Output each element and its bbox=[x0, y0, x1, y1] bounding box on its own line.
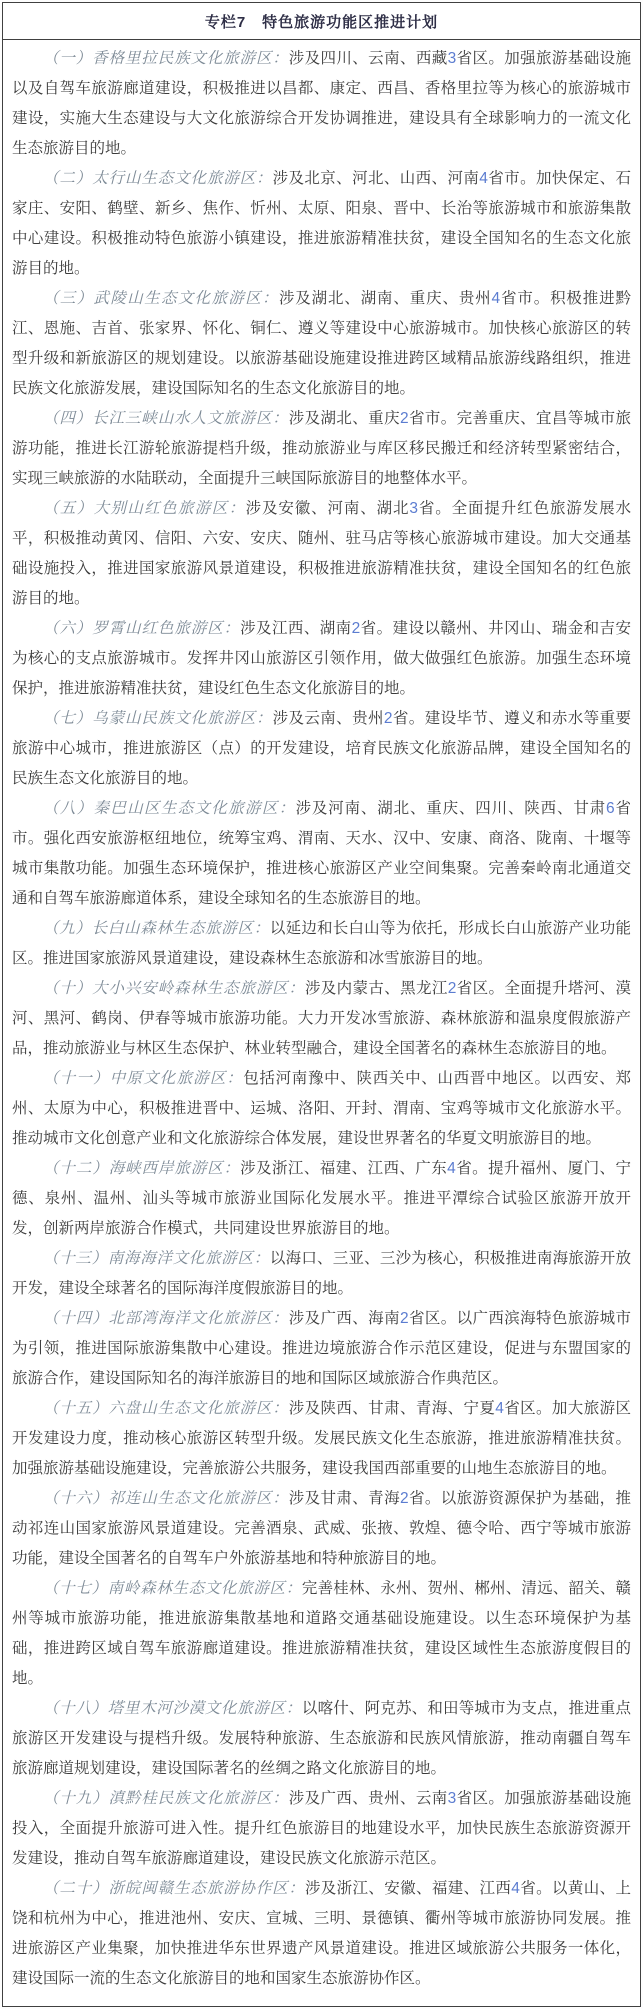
section-paragraph-3 bbox=[12, 284, 631, 404]
section-text-3: 涉及湖北、湖南、重庆、贵州4省市。积极推进黔江、恩施、吉首、张家界、怀化、铜仁、遵义等建设中心旅游城市。加快核心旅游区的转型升级和新旅游区的规划建设。以旅游基础设施建设推进跨区域精品旅游线路组织，推进民族文化旅游发展，建设国际知名的生态文化旅游目的地。 bbox=[12, 290, 631, 397]
section-paragraph-19 bbox=[12, 1784, 631, 1874]
section-heading-9: （九）长白山森林生态旅游区： bbox=[43, 920, 270, 937]
section-heading-15: （十五）六盘山生态文化旅游区： bbox=[43, 1400, 289, 1417]
section-text-18: 以喀什、阿克苏、和田等城市为支点，推进重点旅游区开发建设与提档升级。发展特种旅游、生态旅游和民族风情旅游，推动南疆自驾车旅游廊道规划建设，建设国际著名的丝绸之路文化旅游目的地。 bbox=[12, 1700, 631, 1777]
numeral: 2 bbox=[351, 620, 361, 637]
section-paragraph-17 bbox=[12, 1574, 631, 1694]
numeral: 2 bbox=[399, 1310, 409, 1327]
numeral: 2 bbox=[383, 710, 393, 727]
section-text-7: 涉及云南、贵州2省。建设毕节、遵义和赤水等重要旅游中心城市，推进旅游区（点）的开发建设，培育民族文化旅游品牌，建设全国知名的民族生态文化旅游目的地。 bbox=[12, 710, 631, 787]
section-paragraph-10 bbox=[12, 974, 631, 1064]
section-paragraph-13 bbox=[12, 1244, 631, 1304]
numeral: 2 bbox=[399, 1490, 409, 1507]
numeral: 4 bbox=[511, 1880, 520, 1897]
section-text-15: 涉及陕西、甘肃、青海、宁夏4省区。加大旅游区开发建设力度，推动核心旅游区转型升级。发展民族文化生态旅游，推进旅游精准扶贫。加强旅游基础设施建设，完善旅游公共服务，建设我国西部重要的山地生态旅游目的地。 bbox=[12, 1400, 631, 1477]
section-paragraph-15 bbox=[12, 1394, 631, 1484]
section-heading-5: （五）大别山红色旅游区： bbox=[43, 500, 246, 517]
section-text-1: 涉及四川、云南、西藏3省区。加强旅游基础设施以及自驾车旅游廊道建设，积极推进以昌都、康定、西昌、香格里拉等为核心的旅游城市建设，实施大生态建设与大文化旅游综合开发协调推进，建设具有全球影响力的一流文化生态旅游目的地。 bbox=[12, 50, 631, 157]
section-heading-17: （十七）南岭森林生态文化旅游区： bbox=[43, 1580, 302, 1597]
numeral: 4 bbox=[495, 1400, 504, 1417]
section-text-11: 包括河南豫中、陕西关中、山西晋中地区。以西安、郑州、太原为中心，积极推进晋中、运城、洛阳、开封、渭南、宝鸡等城市文化旅游水平。推动城市文化创意产业和文化旅游综合体发展，建设世界著名的华夏文明旅游目的地。 bbox=[12, 1070, 631, 1147]
section-text-17: 完善桂林、永州、贺州、郴州、清远、韶关、赣州等城市旅游功能，推进旅游集散基地和道路交通基础设施建设。以生态环境保护为基础，推进跨区域自驾车旅游廊道建设。推进旅游精准扶贫，建设区域性生态旅游度假目的地。 bbox=[12, 1580, 631, 1687]
section-paragraph-2 bbox=[12, 164, 631, 284]
document-panel bbox=[2, 2, 641, 2007]
section-text-10: 涉及内蒙古、黑龙江2省区。全面提升塔河、漠河、黑河、鹤岗、伊春等城市旅游功能。大力开发冰雪旅游、森林旅游和温泉度假旅游产品，推动旅游业与林区生态保护、林业转型融合，建设全国著名的森林生态旅游目的地。 bbox=[12, 980, 631, 1057]
section-heading-8: （八）秦巴山区生态文化旅游区： bbox=[43, 800, 296, 817]
section-paragraph-8 bbox=[12, 794, 631, 914]
section-paragraph-18 bbox=[12, 1694, 631, 1784]
section-heading-18: （十八）塔里木河沙漠文化旅游区： bbox=[43, 1700, 302, 1717]
section-text-16: 涉及甘肃、青海2省。以旅游资源保护为基础，推动祁连山国家旅游风景道建设。完善酒泉、武威、张掖、敦煌、德令哈、西宁等城市旅游功能，建设全国著名的自驾车户外旅游基地和特种旅游目的地。 bbox=[12, 1490, 631, 1567]
section-paragraph-20 bbox=[12, 1874, 631, 1994]
section-text-5: 涉及安徽、河南、湖北3省。全面提升红色旅游发展水平，积极推动黄冈、信阳、六安、安庆、随州、驻马店等核心旅游城市建设。加大交通基础设施投入，推进国家旅游风景道建设，积极推进旅游精准扶贫，建设全国知名的红色旅游目的地。 bbox=[12, 500, 631, 607]
section-text-13: 以海口、三亚、三沙为核心，积极推进南海旅游开放开发，建设全球著名的国际海洋度假旅游目的地。 bbox=[12, 1250, 631, 1297]
section-heading-11: （十一）中原文化旅游区： bbox=[43, 1070, 244, 1087]
section-text-8: 涉及河南、湖北、重庆、四川、陕西、甘肃6省市。强化西安旅游枢纽地位，统筹宝鸡、渭南、天水、汉中、安康、商洛、陇南、十堰等城市集散功能。加强生态环境保护，推进核心旅游区产业空间集聚。完善秦岭南北通道交通和自驾车旅游廊道体系，建设全球知名的生态旅游目的地。 bbox=[12, 800, 631, 907]
numeral: 3 bbox=[409, 500, 419, 517]
section-paragraph-4 bbox=[12, 404, 631, 494]
section-paragraph-1 bbox=[12, 44, 631, 164]
numeral: 4 bbox=[491, 290, 501, 307]
section-text-6: 涉及江西、湖南2省。建设以赣州、井冈山、瑞金和吉安为核心的支点旅游城市。发挥井冈山旅游区引领作用，做大做强红色旅游。加强生态环境保护，推进旅游精准扶贫，建设红色生态文化旅游目的地。 bbox=[12, 620, 631, 697]
numeral: 3 bbox=[447, 1790, 457, 1807]
section-text-9: 以延边和长白山等为依托，形成长白山旅游产业功能区。推进国家旅游风景道建设，建设森林生态旅游和冰雪旅游目的地。 bbox=[12, 920, 631, 967]
section-heading-7: （七）乌蒙山民族文化旅游区： bbox=[43, 710, 273, 727]
numeral: 2 bbox=[399, 410, 409, 427]
numeral: 4 bbox=[479, 170, 488, 187]
section-paragraph-14 bbox=[12, 1304, 631, 1394]
section-text-14: 涉及广西、海南2省区。以广西滨海特色旅游城市为引领，推进国际旅游集散中心建设。推进边境旅游合作示范区建设，促进与东盟国家的旅游合作，建设国际知名的海洋旅游目的地和国际区域旅游合作典范区。 bbox=[12, 1310, 631, 1387]
section-heading-12: （十二）海峡西岸旅游区： bbox=[43, 1160, 241, 1177]
numeral: 2 bbox=[447, 980, 457, 997]
section-paragraph-16 bbox=[12, 1484, 631, 1574]
page-title: 专栏7 特色旅游功能区推进计划 bbox=[3, 3, 640, 40]
section-text-12: 涉及浙江、福建、江西、广东4省。提升福州、厦门、宁德、泉州、温州、汕头等城市旅游业国际化发展水平。推进平潭综合试验区旅游开放开发，创新两岸旅游合作模式，共同建设世界旅游目的地。 bbox=[12, 1160, 631, 1237]
section-paragraph-5 bbox=[12, 494, 631, 614]
section-paragraph-7 bbox=[12, 704, 631, 794]
section-heading-20: （二十）浙皖闽赣生态旅游协作区： bbox=[43, 1880, 305, 1897]
section-heading-16: （十六）祁连山生态文化旅游区： bbox=[43, 1490, 289, 1507]
section-heading-19: （十九）滇黔桂民族文化旅游区： bbox=[43, 1790, 289, 1807]
sections-container bbox=[3, 40, 640, 2006]
section-text-19: 涉及广西、贵州、云南3省区。加强旅游基础设施投入，全面提升旅游可进入性。提升红色旅游目的地建设水平，加快民族生态旅游资源开发建设，推动自驾车旅游廊道建设，建设民族文化旅游示范区。 bbox=[12, 1790, 631, 1867]
section-paragraph-12 bbox=[12, 1154, 631, 1244]
section-paragraph-11 bbox=[12, 1064, 631, 1154]
numeral: 6 bbox=[606, 800, 615, 817]
section-heading-2: （二）太行山生态文化旅游区： bbox=[43, 170, 273, 187]
numeral: 3 bbox=[447, 50, 457, 67]
section-text-4: 涉及湖北、重庆2省市。完善重庆、宜昌等城市旅游功能，推进长江游轮旅游提档升级，推动旅游业与库区移民搬迁和经济转型紧密结合，实现三峡旅游的水陆联动，全面提升三峡国际旅游目的地整体水平。 bbox=[12, 410, 631, 487]
section-heading-6: （六）罗霄山红色旅游区： bbox=[43, 620, 241, 637]
section-heading-1: （一）香格里拉民族文化旅游区： bbox=[43, 50, 289, 67]
section-text-20: 涉及浙江、安徽、福建、江西4省。以黄山、上饶和杭州为中心，推进池州、安庆、宣城、三明、景德镇、衢州等城市旅游协同发展。推进旅游区产业集聚，加快推进华东世界遗产风景道建设。推进区域旅游公共服务一体化，建设国际一流的生态文化旅游目的地和国家生态旅游协作区。 bbox=[12, 1880, 631, 1987]
numeral: 4 bbox=[447, 1160, 456, 1177]
section-paragraph-9 bbox=[12, 914, 631, 974]
section-heading-13: （十三）南海海洋文化旅游区： bbox=[43, 1250, 270, 1267]
section-heading-4: （四）长江三峡山水人文旅游区： bbox=[43, 410, 289, 427]
section-text-2: 涉及北京、河北、山西、河南4省市。加快保定、石家庄、安阳、鹤壁、新乡、焦作、忻州、太原、阳泉、晋中、长治等旅游城市和旅游集散中心建设。积极推动特色旅游小镇建设，推进旅游精准扶贫，建设全国知名的生态文化旅游目的地。 bbox=[12, 170, 631, 277]
section-paragraph-6 bbox=[12, 614, 631, 704]
section-heading-14: （十四）北部湾海洋文化旅游区： bbox=[43, 1310, 289, 1327]
section-heading-10: （十）大小兴安岭森林生态旅游区： bbox=[43, 980, 305, 997]
section-heading-3: （三）武陵山生态文化旅游区： bbox=[43, 290, 279, 307]
